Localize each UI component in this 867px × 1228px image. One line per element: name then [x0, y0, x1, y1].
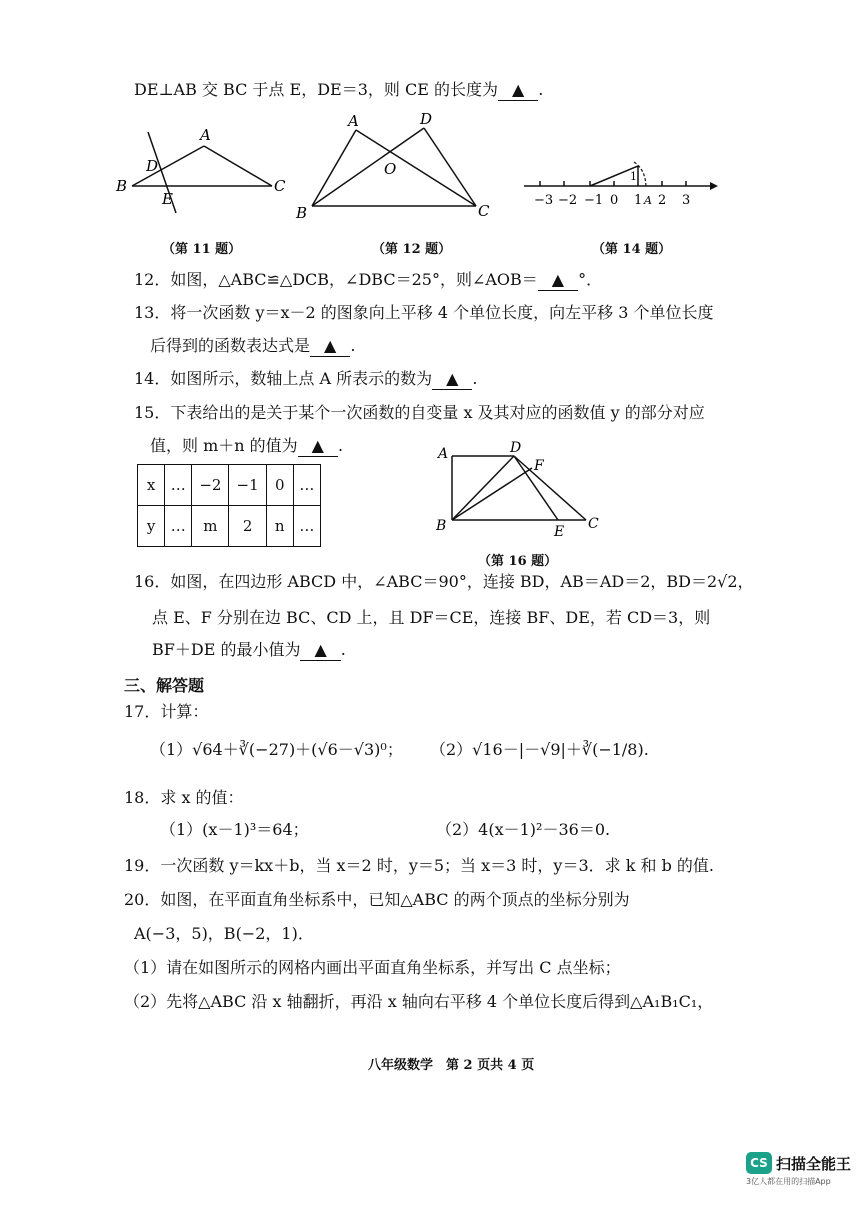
label-A: A	[438, 446, 449, 462]
question-16-line2: 点 E、F 分别在边 BC、CD 上，且 DF＝CE，连接 BF、DE，若 CD＝3，则	[152, 608, 711, 627]
svg-text:−3: −3	[534, 193, 554, 208]
figure-14	[518, 148, 718, 214]
question-14: 14．如图所示，数轴上点 A 所表示的数为 ▲ .	[134, 369, 478, 388]
question-13-line1: 13．将一次函数 y＝x－2 的图象向上平移 4 个单位长度，向左平移 3 个单位长度	[134, 303, 714, 322]
svg-text:3: 3	[682, 193, 691, 208]
caption-12: （第 12 题）	[372, 242, 452, 257]
label-E: E	[162, 190, 173, 208]
answer-blank[interactable]: ▲	[498, 80, 538, 101]
q11-continuation: DE⊥AB 交 BC 于点 E，DE＝3，则 CE 的长度为 ▲ .	[134, 80, 544, 99]
svg-text:−2: −2	[558, 193, 578, 208]
question-17-part1: （1）√64＋∛(−27)＋(√6－√3)⁰；	[150, 740, 403, 759]
question-18-part2: （2）4(x－1)²－36＝0.	[436, 820, 611, 839]
section-heading: 三、解答题	[124, 676, 205, 695]
label-A: A	[200, 126, 211, 144]
label-E: E	[554, 524, 565, 540]
answer-blank[interactable]: ▲	[310, 336, 350, 357]
figure-16	[436, 440, 606, 540]
question-18-part1: （1）(x－1)³＝64；	[160, 820, 309, 839]
question-13-line2: 后得到的函数表达式是 ▲ .	[150, 336, 356, 355]
label-A: A	[348, 112, 359, 130]
label-D: D	[510, 440, 522, 456]
answer-blank[interactable]: ▲	[538, 270, 578, 291]
question-15-line1: 15．下表给出的是关于某个一次函数的自变量 x 及其对应的函数值 y 的部分对应	[134, 403, 705, 422]
svg-text:1: 1	[630, 170, 637, 183]
label-O: O	[384, 160, 397, 178]
svg-text:1: 1	[634, 193, 643, 208]
question-16-line3: BF＋DE 的最小值为 ▲ .	[152, 640, 346, 659]
scanner-name: 扫描全能王	[776, 1154, 852, 1173]
question-18-title: 18．求 x 的值：	[124, 788, 244, 807]
figure-12	[292, 110, 502, 220]
question-20-part2: （2）先将△ABC 沿 x 轴翻折，再沿 x 轴向右平移 4 个单位长度后得到△A₁B₁C₁，	[124, 992, 714, 1011]
caption-11: （第 11 题）	[162, 242, 242, 257]
question-16-line1: 16．如图，在四边形 ABCD 中，∠ABC＝90°，连接 BD，AB＝AD＝2，BD＝2√2，	[134, 572, 754, 591]
label-B: B	[296, 204, 308, 220]
question-20-part1: （1）请在如图所示的网格内画出平面直角坐标系，并写出 C 点坐标；	[124, 958, 621, 977]
label-D: D	[146, 157, 159, 175]
question-19: 19．一次函数 y＝kx＋b，当 x＝2 时，y＝5；当 x＝3 时，y＝3．求 k 和 b 的值.	[124, 856, 715, 875]
question-17-part2: （2）√16－|－√9|＋∛(−1/8).	[430, 740, 649, 759]
figure-11	[112, 118, 302, 218]
page-footer: 八年级数学 第 2 页共 4 页	[368, 1058, 535, 1073]
label-D: D	[420, 110, 433, 128]
label-B: B	[436, 518, 447, 534]
svg-text:−1: −1	[584, 193, 604, 208]
answer-blank[interactable]: ▲	[432, 369, 472, 390]
value-table	[137, 464, 321, 547]
answer-blank[interactable]: ▲	[298, 436, 338, 457]
caption-16: （第 16 题）	[478, 554, 558, 569]
label-F: F	[534, 458, 544, 474]
question-15-line2: 值，则 m＋n 的值为 ▲ .	[150, 436, 344, 455]
label-B: B	[116, 177, 128, 195]
question-17-title: 17．计算：	[124, 702, 209, 721]
table-row: y … m 2 n …	[138, 506, 321, 547]
label-C: C	[588, 516, 599, 532]
label-A: A	[644, 194, 652, 207]
label-C: C	[478, 202, 490, 220]
scanner-watermark	[746, 1152, 851, 1187]
question-20-line1: 20．如图，在平面直角坐标系中，已知△ABC 的两个顶点的坐标分别为	[124, 890, 630, 909]
question-20-line2: A(−3，5)，B(−2，1)．	[134, 924, 314, 943]
svg-text:2: 2	[658, 193, 667, 208]
question-12: 12．如图，△ABC≌△DCB，∠DBC＝25°，则∠AOB＝ ▲ °．	[134, 270, 603, 289]
svg-text:0: 0	[610, 193, 619, 208]
label-C: C	[274, 177, 286, 195]
scanner-logo-icon: CS	[746, 1152, 772, 1174]
answer-blank[interactable]: ▲	[300, 640, 340, 661]
scanner-tagline: 3亿人都在用的扫描App	[746, 1177, 831, 1186]
caption-14: （第 14 题）	[592, 242, 672, 257]
table-row: x … −2 −1 0 …	[138, 465, 321, 506]
